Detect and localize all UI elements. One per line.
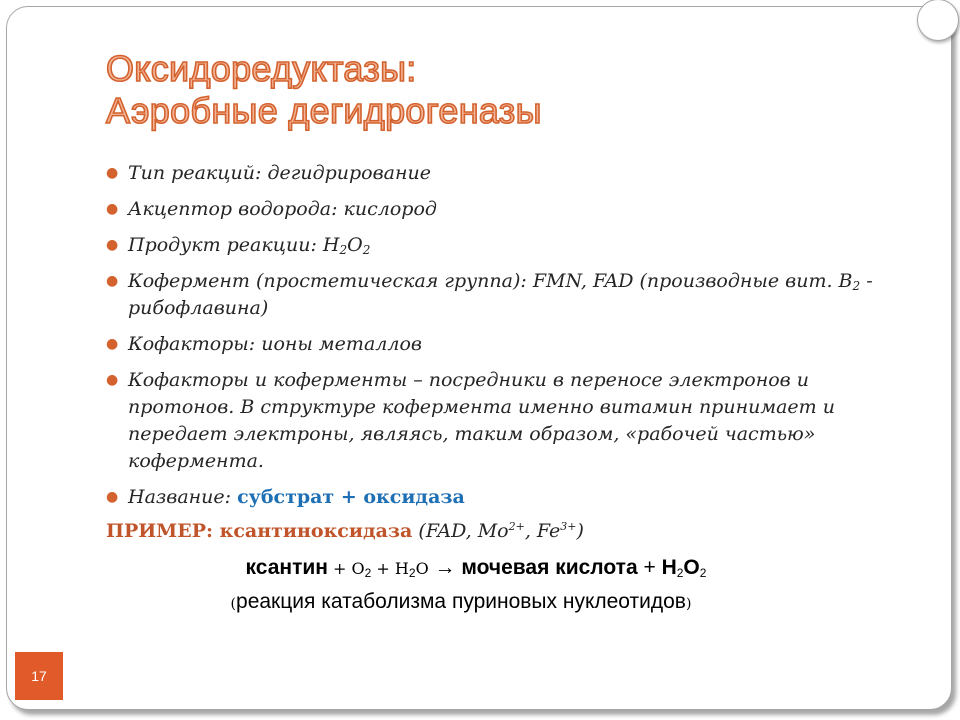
bullet-icon: ● <box>106 201 119 217</box>
reaction-equation <box>106 554 906 582</box>
slide-title <box>106 48 542 132</box>
slide-content <box>106 160 906 618</box>
reaction-note <box>106 588 906 618</box>
example-enzyme: ксантиноксидаза <box>219 520 413 542</box>
equation-plus: + <box>637 556 662 579</box>
example-paren-close: ) <box>576 520 584 542</box>
subscript: 2 <box>408 566 416 580</box>
example-label: ПРИМЕР: <box>106 520 220 542</box>
note-text: реакция катаболизма пуриновых нуклеотидов <box>236 590 686 613</box>
bullet-text: Тип реакций: дегидрирование <box>128 162 431 184</box>
note-paren-close: ) <box>685 596 692 612</box>
corner-decoration <box>917 0 959 41</box>
equation-h: H <box>394 559 409 578</box>
equation-arrow: → <box>428 556 462 579</box>
bullet-item-coenzyme <box>106 268 906 322</box>
bullet-icon: ● <box>106 336 119 352</box>
subscript: 2 <box>676 566 684 580</box>
equation-h2o2-h: H <box>661 556 677 579</box>
bullet-item-naming <box>106 484 906 511</box>
superscript: 3+ <box>560 520 577 533</box>
bullet-item-mediators <box>106 367 906 475</box>
bullet-text: Кофермент (простетическая группа): FMN, FAD (производные вит. B <box>128 270 853 292</box>
bullet-icon: ● <box>106 489 119 505</box>
bullet-item-cofactors <box>106 331 906 358</box>
bullet-item-reaction-type <box>106 160 906 187</box>
page-number: 17 <box>31 668 47 684</box>
bullet-text: Название: <box>128 486 238 508</box>
subscript: 2 <box>364 566 372 580</box>
example-cofactors <box>412 520 584 542</box>
bullet-item-product <box>106 232 906 259</box>
bullet-text: Кофакторы: ионы металлов <box>128 333 422 355</box>
subscript: 2 <box>852 279 861 293</box>
equation-plus: + <box>371 559 395 578</box>
equation-h2o2-o: O <box>683 556 700 579</box>
bullet-item-acceptor <box>106 196 906 223</box>
superscript: 2+ <box>508 520 525 533</box>
subscript: 2 <box>339 243 348 257</box>
example-paren-open: (FAD, Mo <box>412 520 509 542</box>
bullet-icon: ● <box>106 237 119 253</box>
bullet-list <box>106 160 906 511</box>
bullet-icon: ● <box>106 372 119 388</box>
page-number-badge <box>15 652 63 700</box>
equation-o: O <box>351 559 365 578</box>
equation-product: мочевая кислота <box>461 556 638 579</box>
subscript: 2 <box>362 243 371 257</box>
naming-highlight: субстрат + оксидаза <box>237 486 465 508</box>
bullet-text-tail: - рибофлавина) <box>128 270 873 319</box>
equation-h-o: O <box>415 559 429 578</box>
bullet-icon: ● <box>106 165 119 181</box>
subscript: 2 <box>699 566 707 580</box>
note-paren-open: ( <box>230 596 237 612</box>
example-line <box>106 518 906 545</box>
equation-plus: + <box>327 559 352 578</box>
title-line-2: Аэробные дегидрогеназы <box>106 90 542 131</box>
bullet-text: Кофакторы и коферменты – посредники в переносе электронов и протонов. В структуре кофермента именно витамин принимает и передает электроны, являясь, таким образом, «рабочей частью» кофермента. <box>128 369 835 472</box>
title-line-1: Оксидоредуктазы: <box>106 48 417 89</box>
bullet-text-o: O <box>347 234 363 256</box>
equation-substrate: ксантин <box>245 556 328 579</box>
bullet-text: Акцептор водорода: кислород <box>128 198 437 220</box>
bullet-text: Продукт реакции: H <box>128 234 340 256</box>
bullet-icon: ● <box>106 273 119 289</box>
example-mid: , Fe <box>524 520 561 542</box>
